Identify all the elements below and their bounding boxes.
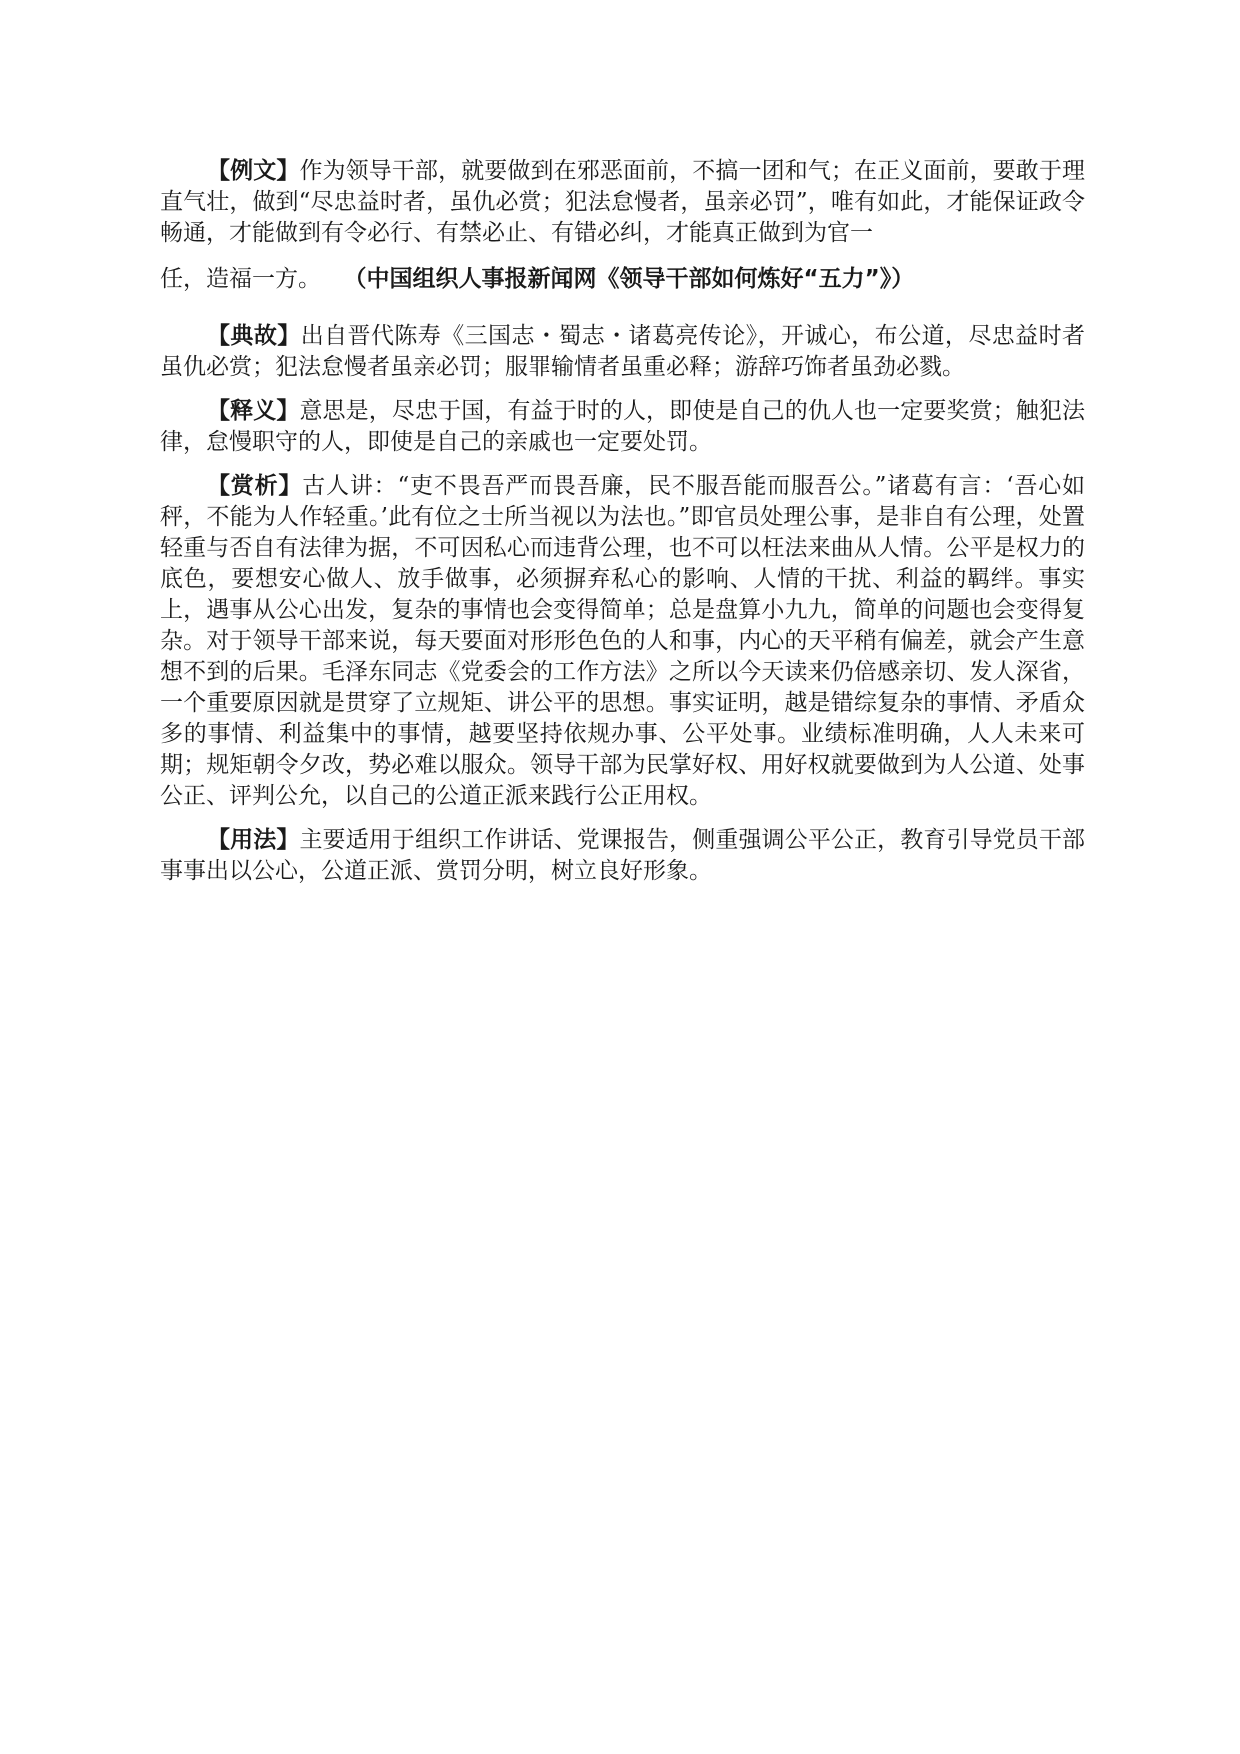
meaning-text: 意思是，尽忠于国，有益于时的人，即使是自己的仇人也一定要奖赏；触犯法律，怠慢职守的人，即使是自己的亲戚也一定要处罚。 <box>160 398 1086 455</box>
meaning-paragraph <box>160 396 1085 458</box>
allusion-text: 出自晋代陈寿《三国志・蜀志・诸葛亮传论》，开诚心，布公道，尽忠益时者虽仇必赏；犯法怠慢者虽亲必罚；服罪输情者虽重必释；游辞巧饰者虽劲必戮。 <box>160 323 1086 380</box>
usage-text: 主要适用于组织工作讲话、党课报告，侧重强调公平公正，教育引导党员干部事事出以公心，公道正派、赏罚分明，树立良好形象。 <box>160 827 1086 884</box>
allusion-label: 【典故】 <box>207 323 301 349</box>
document-body <box>160 156 1085 887</box>
meaning-label: 【释义】 <box>207 398 300 424</box>
example-text: 作为领导干部，就要做到在邪恶面前，不搞一团和气；在正义面前，要敢于理直气壮，做到“尽忠益时者，虽仇必赏；犯法怠慢者，虽亲必罚”，唯有如此，才能保证政令畅通，才能做到有令必行、有禁必止、有错必纠，才能真正做到为官一 <box>160 158 1086 246</box>
allusion-paragraph <box>160 321 1085 383</box>
analysis-text: 古人讲：“吏不畏吾严而畏吾廉，民不服吾能而服吾公。”诸葛有言：‘吾心如秤，不能为人作轻重。’此有位之士所当视以为法也。”即官员处理公事，是非自有公理，处置轻重与否自有法律为据，不可因私心而违背公理，也不可以枉法来曲从人情。公平是权力的底色，要想安心做人、放手做事，必须摒弃私心的影响、人情的干扰、利益的羁绊。事实上，遇事从公心出发，复杂的事情也会变得简单；总是盘算小九九，简单的问题也会变得复杂。对于领导干部来说，每天要面对形形色色的人和事，内心的天平稍有偏差，就会产生意想不到的后果。毛泽东同志《党委会的工作方法》之所以今天读来仍倍感亲切、发人深省，一个重要原因就是贯穿了立规矩、讲公平的思想。事实证明，越是错综复杂的事情、矛盾众多的事情、利益集中的事情，越要坚持依规办事、公平处事。业绩标准明确，人人未来可期；规矩朝令夕改，势必难以服众。领导干部为民掌好权、用好权就要做到为人公道、处事公正、评判公允，以自己的公道正派来践行公正用权。 <box>160 473 1086 809</box>
usage-label: 【用法】 <box>207 827 300 853</box>
example-source: （中国组织人事报新闻网《领导干部如何炼好“五力”》） <box>355 266 915 292</box>
analysis-paragraph <box>160 471 1085 812</box>
example-label: 【例文】 <box>207 158 300 184</box>
example-last-line <box>160 264 1085 295</box>
usage-paragraph <box>160 825 1085 887</box>
example-text-last-line: 任，造福一方。 <box>160 266 321 292</box>
analysis-label: 【赏析】 <box>207 473 303 499</box>
example-paragraph <box>160 156 1085 295</box>
